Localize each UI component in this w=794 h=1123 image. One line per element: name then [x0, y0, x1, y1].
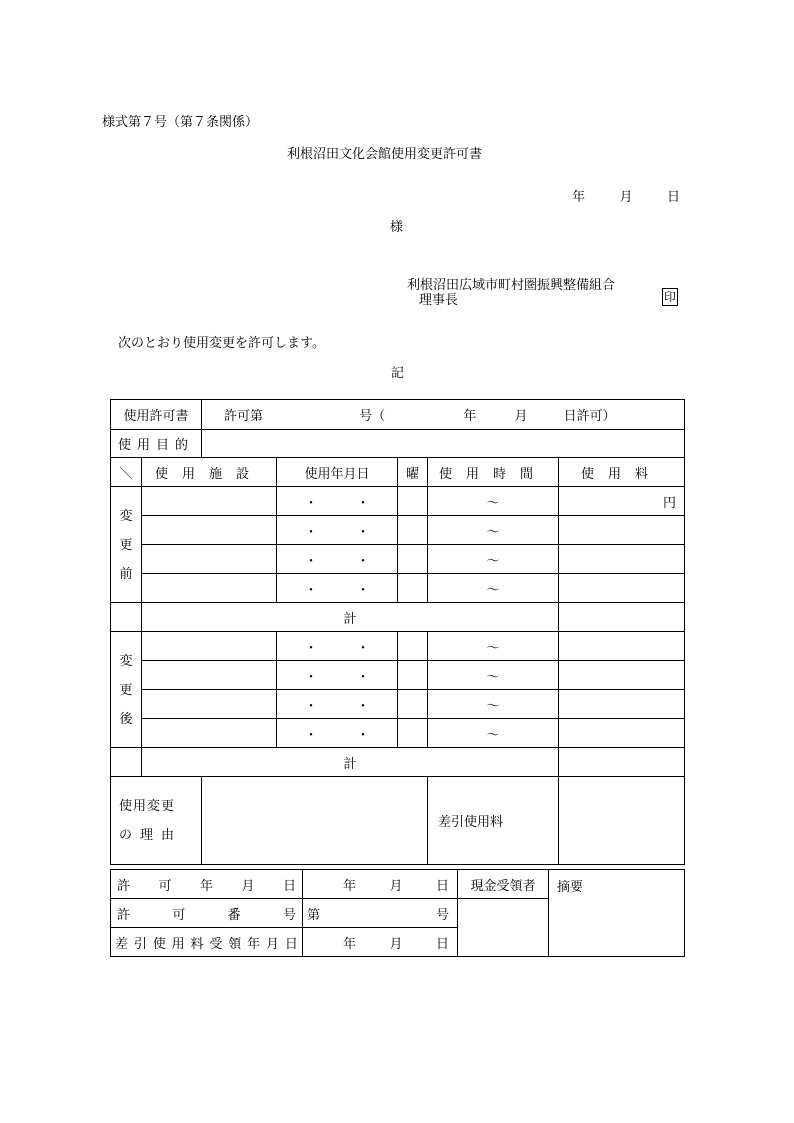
fee-field[interactable]: 円 — [559, 487, 685, 516]
document-title: 利根沼田文化会館使用変更許可書 — [287, 147, 483, 162]
remarks-cell[interactable] — [549, 870, 685, 957]
facility-field[interactable] — [142, 719, 277, 748]
time-field[interactable]: ～ — [428, 487, 559, 516]
date-day: 日 — [666, 190, 680, 205]
before-change-label — [111, 487, 142, 603]
issuer-organization: 利根沼田広域市町村圏振興整備組合 — [407, 278, 616, 293]
weekday-field[interactable] — [398, 516, 428, 545]
before-total-field[interactable] — [559, 603, 685, 632]
reason-label-line-1: 使用変更 — [119, 798, 176, 814]
balance-fee-field[interactable] — [559, 777, 685, 865]
label-char: 日 — [284, 936, 298, 952]
after-char: 変 — [119, 654, 133, 669]
fee-field[interactable] — [559, 719, 685, 748]
label-char: 受 — [209, 936, 223, 952]
weekday-field[interactable] — [398, 574, 428, 603]
facility-field[interactable] — [142, 690, 277, 719]
date-month: 月 — [619, 190, 633, 205]
form-number: 様式第７号（第７条関係） — [102, 115, 259, 130]
time-field[interactable]: ～ — [428, 545, 559, 574]
label-char: 差 — [115, 936, 129, 952]
permit-no-suffix: 号（ — [359, 409, 386, 424]
permit-date-field[interactable] — [303, 870, 458, 899]
intro-text: 次のとおり使用変更を許可します。 — [118, 336, 325, 351]
ki-heading: 記 — [391, 366, 405, 381]
balance-receipt-label-chars — [111, 933, 302, 952]
label-char: 許 — [117, 878, 131, 894]
addressee-honorific: 様 — [390, 220, 404, 235]
facility-field[interactable] — [142, 632, 277, 661]
after-label-continuation — [111, 748, 142, 777]
before-label-continuation — [111, 603, 142, 632]
date-field[interactable]: ・ ・ — [277, 574, 398, 603]
permit-number-affixes — [303, 904, 457, 923]
permit-date-ymd — [303, 875, 457, 894]
label-char: 年 — [247, 936, 261, 952]
change-reason-field[interactable] — [202, 777, 428, 865]
date-field[interactable]: ・ ・ — [277, 545, 398, 574]
fee-field[interactable] — [559, 661, 685, 690]
usage-change-table — [110, 399, 685, 865]
label-char: 領 — [228, 936, 242, 952]
change-reason-label — [111, 777, 202, 865]
label-char: 月 — [266, 936, 280, 952]
time-field[interactable]: ～ — [428, 719, 559, 748]
permit-date-label — [111, 870, 303, 899]
label-char: 可 — [172, 907, 186, 923]
date-field[interactable]: ・ ・ — [277, 661, 398, 690]
time-field[interactable]: ～ — [428, 690, 559, 719]
fee-field[interactable] — [559, 545, 685, 574]
remarks-label: 摘要 — [557, 880, 584, 895]
permit-month: 月 — [514, 409, 528, 424]
before-total-label: 計 — [142, 603, 559, 632]
permit-record-table — [110, 869, 685, 957]
label-char: 号 — [282, 907, 296, 923]
date-field[interactable]: ・ ・ — [277, 487, 398, 516]
col-weekday: 曜 — [398, 458, 428, 487]
ymd-month: 月 — [389, 936, 403, 952]
col-fee: 使用料 — [559, 458, 685, 487]
cash-receiver-label: 現金受領者 — [458, 870, 549, 899]
time-field[interactable]: ～ — [428, 516, 559, 545]
balance-fee-label: 差引使用料 — [428, 777, 559, 865]
after-total-field[interactable] — [559, 748, 685, 777]
label-char: 使 — [152, 936, 166, 952]
col-date: 使用年月日 — [277, 458, 398, 487]
facility-field[interactable] — [142, 574, 277, 603]
date-field[interactable]: ・ ・ — [277, 719, 398, 748]
date-field[interactable]: ・ ・ — [277, 632, 398, 661]
label-char: 料 — [190, 936, 204, 952]
date-field[interactable]: ・ ・ — [277, 690, 398, 719]
facility-field[interactable] — [142, 661, 277, 690]
permit-no-prefix: 許可第 — [224, 409, 264, 424]
col-facility: 使用施設 — [142, 458, 277, 487]
permit-number-label — [111, 899, 303, 928]
before-char: 前 — [119, 567, 133, 582]
after-change-label — [111, 632, 142, 748]
issuer-title: 理事長 — [419, 293, 459, 308]
balance-receipt-date-field[interactable] — [303, 928, 458, 957]
weekday-field[interactable] — [398, 661, 428, 690]
weekday-field[interactable] — [398, 545, 428, 574]
after-total-label: 計 — [142, 748, 559, 777]
ymd-year: 年 — [343, 936, 357, 952]
purpose-label: 使用目的 — [111, 430, 202, 458]
fee-field[interactable] — [559, 632, 685, 661]
weekday-field[interactable] — [398, 487, 428, 516]
date-field[interactable]: ・ ・ — [277, 516, 398, 545]
permit-date-label-chars — [111, 875, 302, 894]
time-field[interactable]: ～ — [428, 574, 559, 603]
corner-slash: ＼ — [111, 458, 142, 487]
cash-receiver-field[interactable] — [458, 899, 549, 957]
balance-receipt-date-label — [111, 928, 303, 957]
permit-day: 日許可） — [563, 409, 616, 424]
permit-year: 年 — [463, 409, 477, 424]
fee-field[interactable] — [559, 690, 685, 719]
issue-date-line — [572, 186, 680, 205]
time-field[interactable]: ～ — [428, 632, 559, 661]
no-suffix: 号 — [435, 907, 449, 923]
time-field[interactable]: ～ — [428, 661, 559, 690]
label-char: 番 — [227, 907, 241, 923]
ymd-month: 月 — [389, 878, 403, 894]
no-prefix: 第 — [307, 907, 321, 923]
seal-mark: 印 — [663, 290, 676, 304]
after-char: 更 — [119, 683, 133, 698]
weekday-field[interactable] — [398, 632, 428, 661]
fee-field[interactable] — [559, 516, 685, 545]
label-char: 月 — [241, 878, 255, 894]
date-year: 年 — [572, 190, 586, 205]
label-char: 用 — [171, 936, 185, 952]
facility-field[interactable] — [142, 545, 277, 574]
purpose-field[interactable] — [202, 430, 685, 458]
ymd-day: 日 — [435, 936, 449, 952]
label-char: 引 — [133, 936, 147, 952]
before-char: 変 — [119, 509, 133, 524]
label-char: 許 — [117, 907, 131, 923]
label-char: 年 — [199, 878, 213, 894]
label-char: 可 — [158, 878, 172, 894]
ymd-day: 日 — [435, 878, 449, 894]
label-char: 日 — [282, 878, 296, 894]
fee-field[interactable] — [559, 574, 685, 603]
weekday-field[interactable] — [398, 690, 428, 719]
permit-number-cell[interactable] — [202, 400, 685, 430]
balance-receipt-ymd — [303, 933, 457, 952]
weekday-field[interactable] — [398, 719, 428, 748]
reason-label-line-2: の理由 — [119, 827, 183, 843]
facility-field[interactable] — [142, 516, 277, 545]
before-char: 更 — [119, 538, 133, 553]
permit-number-label-chars — [111, 904, 302, 923]
after-char: 後 — [119, 712, 133, 727]
ymd-year: 年 — [343, 878, 357, 894]
col-time: 使用時間 — [428, 458, 559, 487]
permit-number-field[interactable] — [303, 899, 458, 928]
permit-label: 使用許可書 — [111, 400, 202, 430]
facility-field[interactable] — [142, 487, 277, 516]
